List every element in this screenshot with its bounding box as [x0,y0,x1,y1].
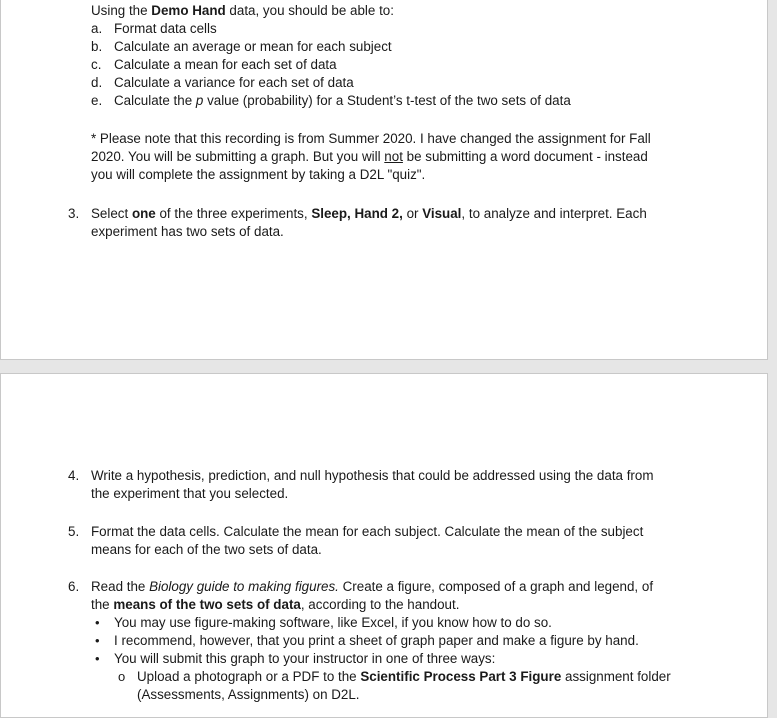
intro-item-e-marker: e. [91,93,103,108]
step-4-line-2: the experiment that you selected. [91,486,289,501]
intro-item-a: Format data cells [114,21,217,36]
step-6-bullet-1: You may use figure-making software, like Excel, if you know how to do so. [114,615,552,630]
bullet-icon: • [95,651,100,666]
step-5-line-2: means for each of the two sets of data. [91,542,322,557]
intro-item-b: Calculate an average or mean for each subject [114,39,392,54]
bullet-icon: • [95,633,100,648]
intro-item-d-marker: d. [91,75,103,90]
intro-lead: Using the Demo Hand data, you should be able to: [91,3,394,18]
intro-item-a-marker: a. [91,21,103,36]
step-6-sub-bullet-line-2: (Assessments, Assignments) on D2L. [137,687,360,702]
document-page-1 [0,0,768,360]
step-6-bullet-2: I recommend, however, that you print a sheet of graph paper and make a figure by hand. [114,633,639,648]
step-5-line-1: Format the data cells. Calculate the mean for each subject. Calculate the mean of the subject [91,524,644,539]
step-3-line-1: Select one of the three experiments, Sleep, Hand 2, or Visual, to analyze and interpret. Each [91,206,647,221]
note-line-2: 2020. You will be submitting a graph. But you will not be submitting a word document - instead [91,149,648,164]
step-6-bullet-3: You will submit this graph to your instructor in one of three ways: [114,651,496,666]
step-6-sub-bullet-line-1: Upload a photograph or a PDF to the Scientific Process Part 3 Figure assignment folder [137,669,671,684]
document-page-2 [0,373,768,718]
step-5-number: 5. [68,524,80,539]
note-line-3: you will complete the assignment by taking a D2L "quiz". [91,167,426,182]
note-line-1: * Please note that this recording is from Summer 2020. I have changed the assignment for Fall [91,131,651,146]
step-6-line-2: the means of the two sets of data, according to the handout. [91,597,460,612]
intro-item-d: Calculate a variance for each set of data [114,75,354,90]
step-4-line-1: Write a hypothesis, prediction, and null hypothesis that could be addressed using the data from [91,468,654,483]
step-3-line-2: experiment has two sets of data. [91,224,284,239]
intro-item-c-marker: c. [91,57,102,72]
step-4-number: 4. [68,468,80,483]
step-3-number: 3. [68,206,80,221]
intro-item-b-marker: b. [91,39,103,54]
step-6-number: 6. [68,579,80,594]
sub-bullet-icon: o [118,669,126,684]
step-6-line-1: Read the Biology guide to making figures. Create a figure, composed of a graph and legend, of [91,579,654,594]
intro-item-c: Calculate a mean for each set of data [114,57,337,72]
intro-item-e: Calculate the p value (probability) for a Student’s t-test of the two sets of data [114,93,571,108]
bullet-icon: • [95,615,100,630]
